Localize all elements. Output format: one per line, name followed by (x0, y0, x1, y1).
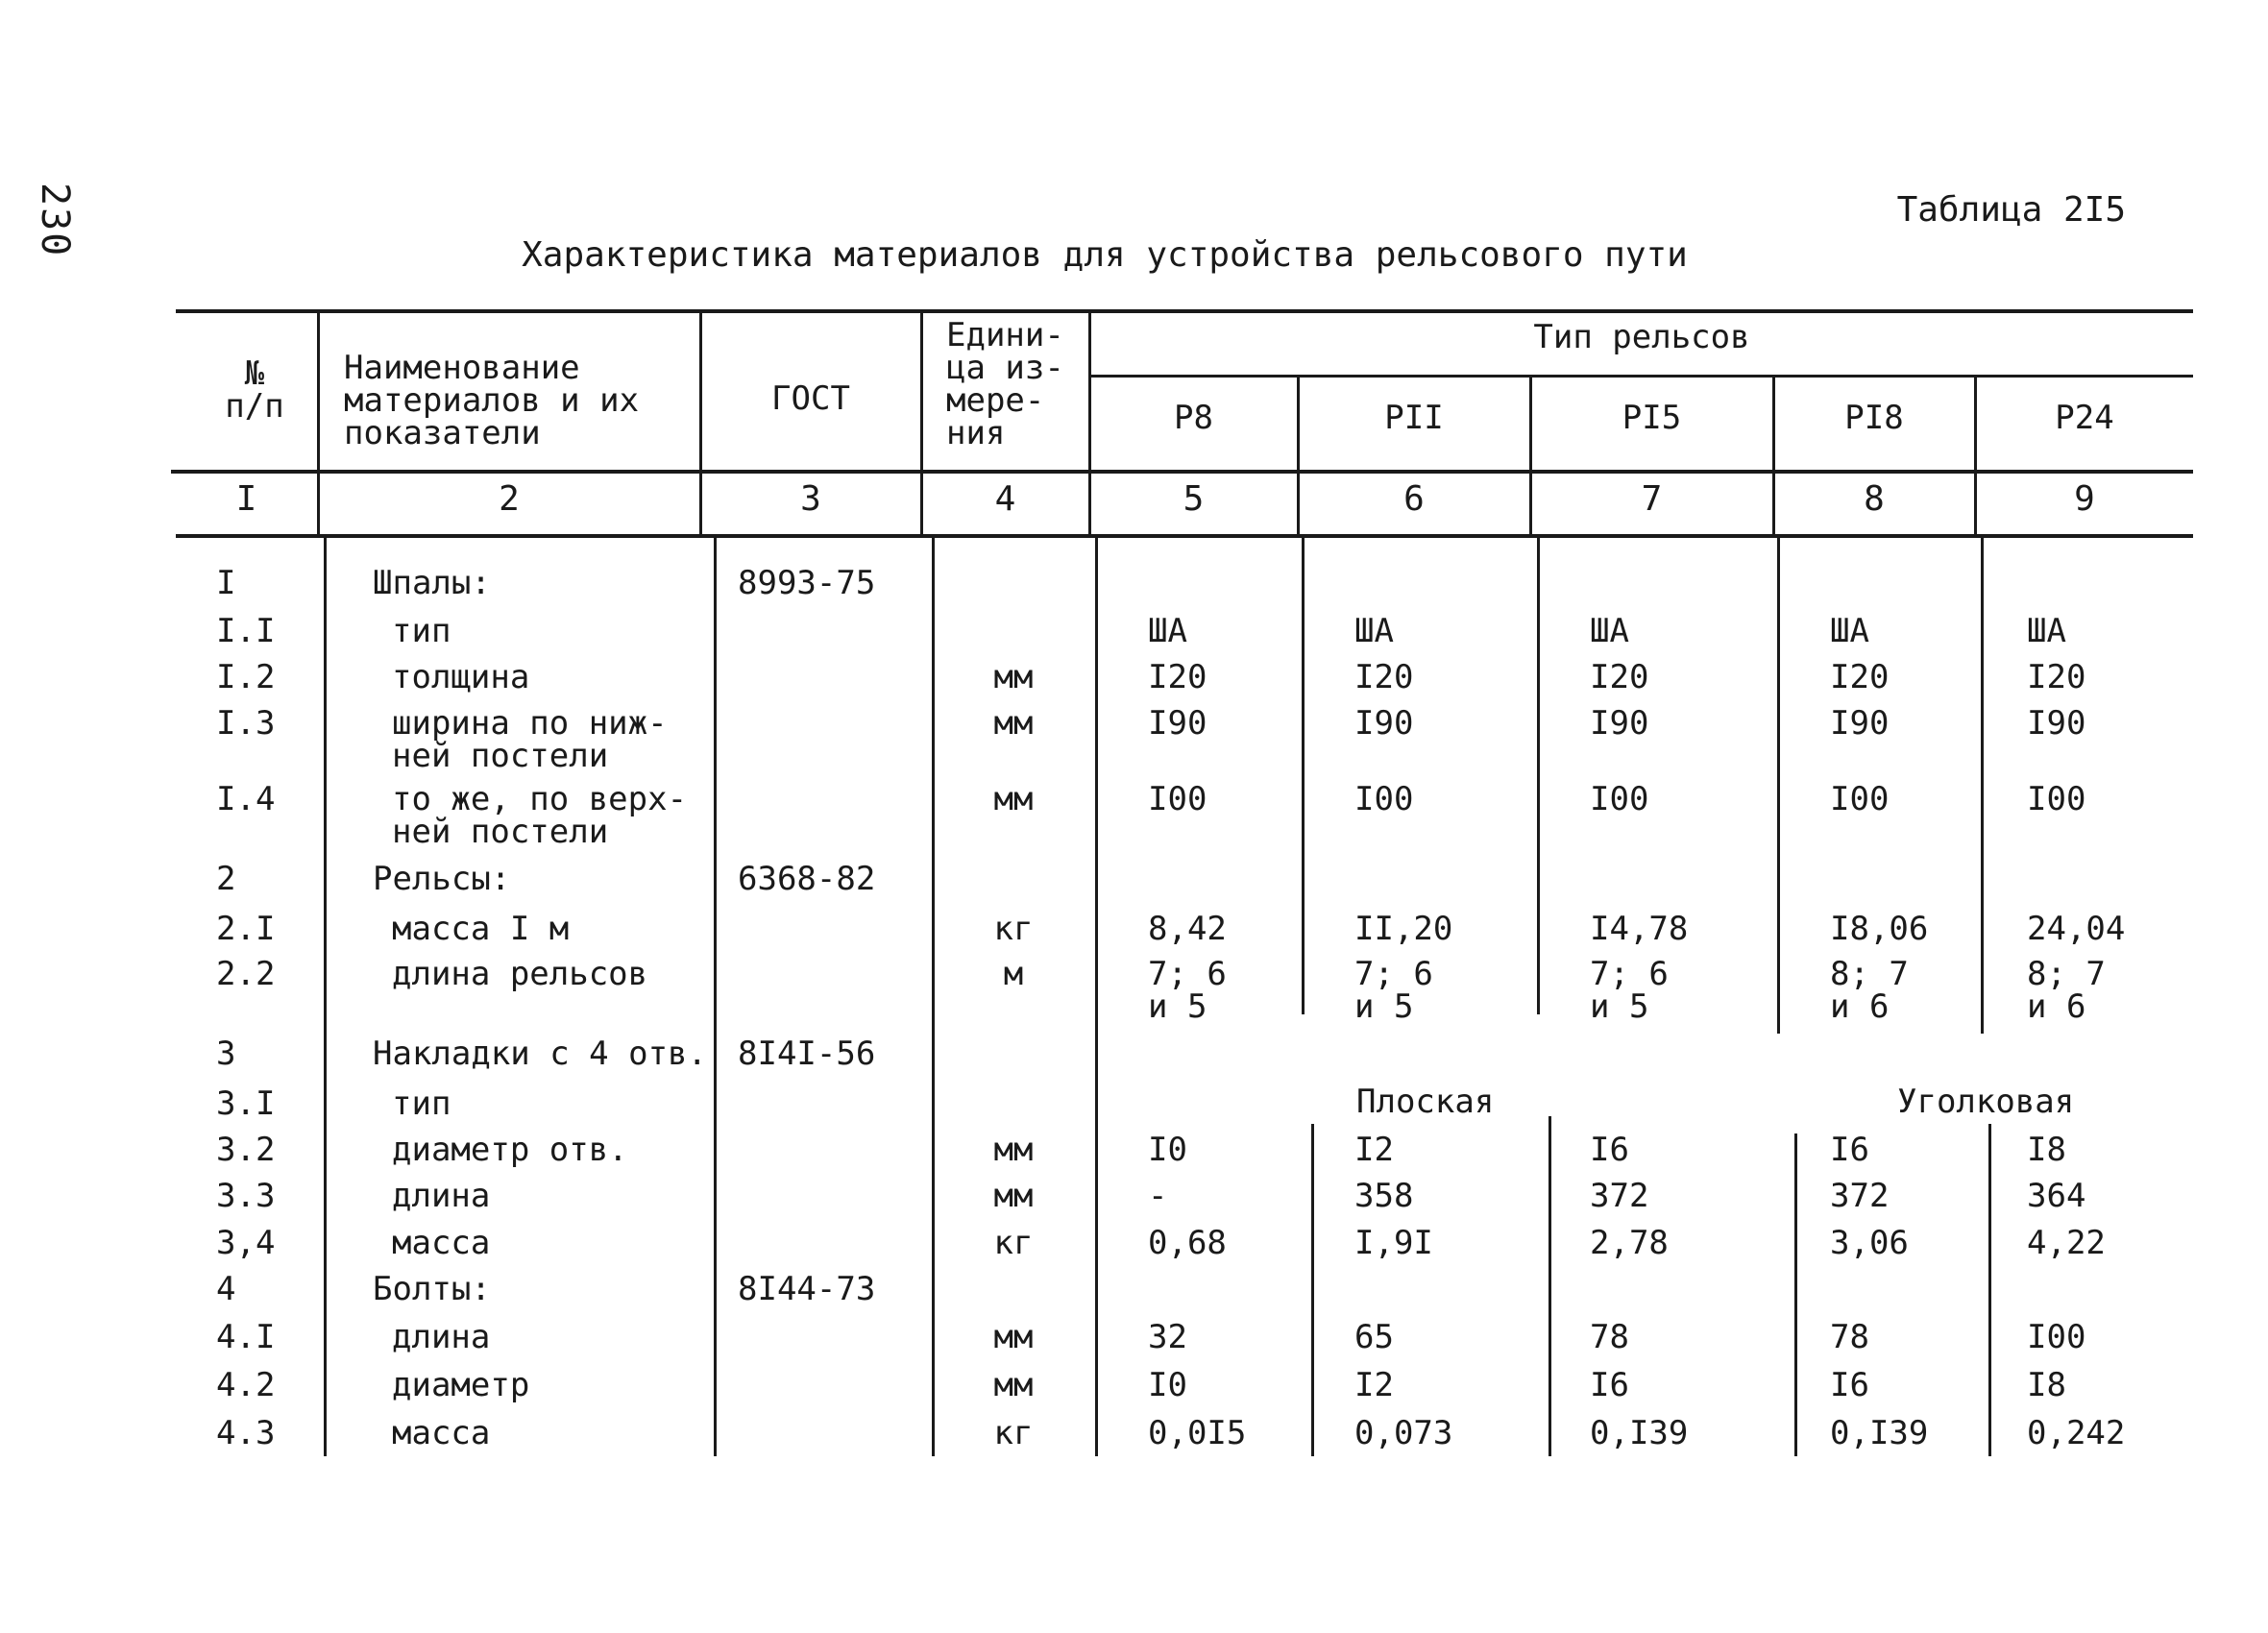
table-caption: Таблица 2I5 (1896, 190, 2126, 230)
row-number: I (216, 564, 236, 602)
row-value: ША (2027, 612, 2066, 650)
row-value: I20 (1590, 658, 1649, 696)
row-number: 4.2 (216, 1366, 276, 1404)
row-name: ширина по ниж- ней постели (392, 704, 668, 775)
row-value: I2 (1354, 1131, 1394, 1169)
row-number: I.3 (216, 704, 276, 743)
row-number: 2.2 (216, 955, 276, 993)
row-unit: мм (993, 704, 1034, 743)
row-value: I0 (1148, 1131, 1187, 1169)
column-number: 9 (2074, 479, 2095, 519)
row-name: Рельсы: (373, 860, 511, 898)
row-value: 372 (1830, 1177, 1890, 1215)
body-divider (714, 534, 717, 1456)
row-unit: мм (993, 1366, 1034, 1404)
row-value: 7; 6 и 5 (1590, 955, 1669, 1026)
row-value: I,9I (1354, 1224, 1433, 1262)
column-number: 5 (1183, 479, 1205, 519)
row-number: 4.3 (216, 1414, 276, 1452)
row-unit: кг (993, 1224, 1034, 1262)
row-value: 358 (1354, 1177, 1414, 1215)
row-name: длина (392, 1318, 491, 1356)
body-divider (1988, 1124, 1991, 1456)
row-value: I20 (2027, 658, 2086, 696)
row-value: 0,242 (2027, 1414, 2126, 1452)
body-divider (324, 534, 327, 1456)
plate-type-flat: Плоская (1356, 1083, 1495, 1121)
row-number: 3.I (216, 1085, 276, 1123)
row-unit: кг (993, 1414, 1034, 1452)
body-divider (1549, 1116, 1551, 1456)
row-name: тип (392, 612, 451, 650)
row-value: 65 (1354, 1318, 1394, 1356)
header-bottom-rule (171, 470, 2193, 474)
row-value: I90 (1830, 704, 1890, 743)
row-value: 0,I39 (1590, 1414, 1689, 1452)
row-value: I6 (1590, 1366, 1629, 1404)
row-value: I6 (1590, 1131, 1629, 1169)
row-unit: мм (993, 658, 1034, 696)
column-number: 8 (1864, 479, 1885, 519)
header-rail-types: Тип рельсов (1533, 318, 1750, 356)
row-value: 0,I39 (1830, 1414, 1929, 1452)
row-value: I6 (1830, 1366, 1869, 1404)
row-value: I90 (2027, 704, 2086, 743)
row-value: I20 (1354, 658, 1414, 696)
column-number: 4 (994, 479, 1016, 519)
row-name: масса I м (392, 910, 570, 948)
header-unit: Едини- ца из- мере- ния (946, 316, 1064, 452)
row-value: I90 (1148, 704, 1207, 743)
row-value: 8; 7 и 6 (1830, 955, 1909, 1026)
row-value: I90 (1354, 704, 1414, 743)
row-name: тип (392, 1085, 451, 1123)
row-value: 3,06 (1830, 1224, 1909, 1262)
row-value: 7; 6 и 5 (1148, 955, 1227, 1026)
column-number: 7 (1641, 479, 1663, 519)
row-value: I8 (2027, 1131, 2066, 1169)
row-gost: 8993-75 (738, 564, 876, 602)
row-name: Болты: (373, 1270, 491, 1308)
row-number: 3 (216, 1035, 236, 1073)
row-value: 0,68 (1148, 1224, 1227, 1262)
row-gost: 8I4I-56 (738, 1035, 876, 1073)
row-value: 78 (1830, 1318, 1869, 1356)
row-value: I20 (1830, 658, 1890, 696)
row-value: - (1148, 1177, 1168, 1215)
row-name: диаметр отв. (392, 1131, 628, 1169)
row-unit: мм (993, 1177, 1034, 1215)
row-value: 7; 6 и 5 (1354, 955, 1433, 1026)
row-unit: кг (993, 910, 1034, 948)
row-value: II,20 (1354, 910, 1453, 948)
row-value: 364 (2027, 1177, 2086, 1215)
row-unit: мм (993, 780, 1034, 818)
row-name: длина (392, 1177, 491, 1215)
header-rail-p11: РII (1384, 399, 1444, 437)
row-value: I20 (1148, 658, 1207, 696)
row-value: 0,0I5 (1148, 1414, 1247, 1452)
header-rail-p24: Р24 (2055, 399, 2114, 437)
row-value: I00 (2027, 780, 2086, 818)
colnum-bottom-rule (176, 534, 2193, 538)
row-unit: мм (993, 1318, 1034, 1356)
body-divider (1095, 534, 1098, 1456)
body-divider (1302, 534, 1305, 1014)
header-name: Наименование материалов и их показатели (344, 349, 640, 452)
page-number: 230 (33, 183, 77, 258)
header-rail-p15: РI5 (1622, 399, 1682, 437)
row-name: масса (392, 1414, 491, 1452)
row-value: 2,78 (1590, 1224, 1669, 1262)
table-title: Характеристика материалов для устройства рельсового пути (522, 235, 1688, 275)
row-name: диаметр (392, 1366, 530, 1404)
column-number: 6 (1403, 479, 1425, 519)
row-value: I0 (1148, 1366, 1187, 1404)
row-gost: 6368-82 (738, 860, 876, 898)
row-value: I90 (1590, 704, 1649, 743)
header-rail-p8: Р8 (1174, 399, 1213, 437)
row-gost: 8I44-73 (738, 1270, 876, 1308)
body-divider (1777, 534, 1780, 1034)
row-value: ША (1148, 612, 1187, 650)
row-number: I.2 (216, 658, 276, 696)
row-name: Шпалы: (373, 564, 491, 602)
row-name: толщина (392, 658, 530, 696)
row-number: 4.I (216, 1318, 276, 1356)
row-number: 2.I (216, 910, 276, 948)
row-name: Накладки с 4 отв. (373, 1035, 707, 1073)
row-value: I00 (1590, 780, 1649, 818)
column-number: 2 (499, 479, 520, 519)
row-number: 2 (216, 860, 236, 898)
row-value: I00 (1830, 780, 1890, 818)
row-value: 372 (1590, 1177, 1649, 1215)
row-value: I2 (1354, 1366, 1394, 1404)
row-number: I.I (216, 612, 276, 650)
row-value: I4,78 (1590, 910, 1689, 948)
row-value: I8 (2027, 1366, 2066, 1404)
row-number: 3.2 (216, 1131, 276, 1169)
row-value: 24,04 (2027, 910, 2126, 948)
row-value: ША (1830, 612, 1869, 650)
row-name: масса (392, 1224, 491, 1262)
row-value: 32 (1148, 1318, 1187, 1356)
row-number: 4 (216, 1270, 236, 1308)
row-value: 8; 7 и 6 (2027, 955, 2106, 1026)
row-value: 0,073 (1354, 1414, 1453, 1452)
row-number: 3,4 (216, 1224, 276, 1262)
rail-types-rule (1090, 375, 2193, 378)
row-value: ША (1354, 612, 1394, 650)
table-top-rule (176, 309, 2193, 313)
column-number: I (235, 479, 257, 519)
row-number: 3.3 (216, 1177, 276, 1215)
row-value: 78 (1590, 1318, 1629, 1356)
plate-type-angle: Уголковая (1897, 1083, 2075, 1121)
row-value: I6 (1830, 1131, 1869, 1169)
body-divider (1537, 534, 1540, 1014)
row-value: I00 (1148, 780, 1207, 818)
body-divider (1311, 1124, 1314, 1456)
body-divider (1981, 534, 1984, 1034)
header-gost: ГОСТ (771, 379, 850, 418)
row-number: I.4 (216, 780, 276, 818)
row-value: I8,06 (1830, 910, 1929, 948)
row-unit: м (1003, 955, 1024, 993)
column-number: 3 (800, 479, 821, 519)
row-value: 4,22 (2027, 1224, 2106, 1262)
body-divider (932, 534, 935, 1456)
row-name: то же, по верх- ней постели (392, 780, 688, 851)
row-value: I00 (2027, 1318, 2086, 1356)
header-rail-p18: РI8 (1844, 399, 1904, 437)
header-num: № п/п (225, 354, 284, 426)
row-value: ША (1590, 612, 1629, 650)
body-divider (1794, 1133, 1797, 1456)
row-name: длина рельсов (392, 955, 648, 993)
row-unit: мм (993, 1131, 1034, 1169)
row-value: 8,42 (1148, 910, 1227, 948)
row-value: I00 (1354, 780, 1414, 818)
